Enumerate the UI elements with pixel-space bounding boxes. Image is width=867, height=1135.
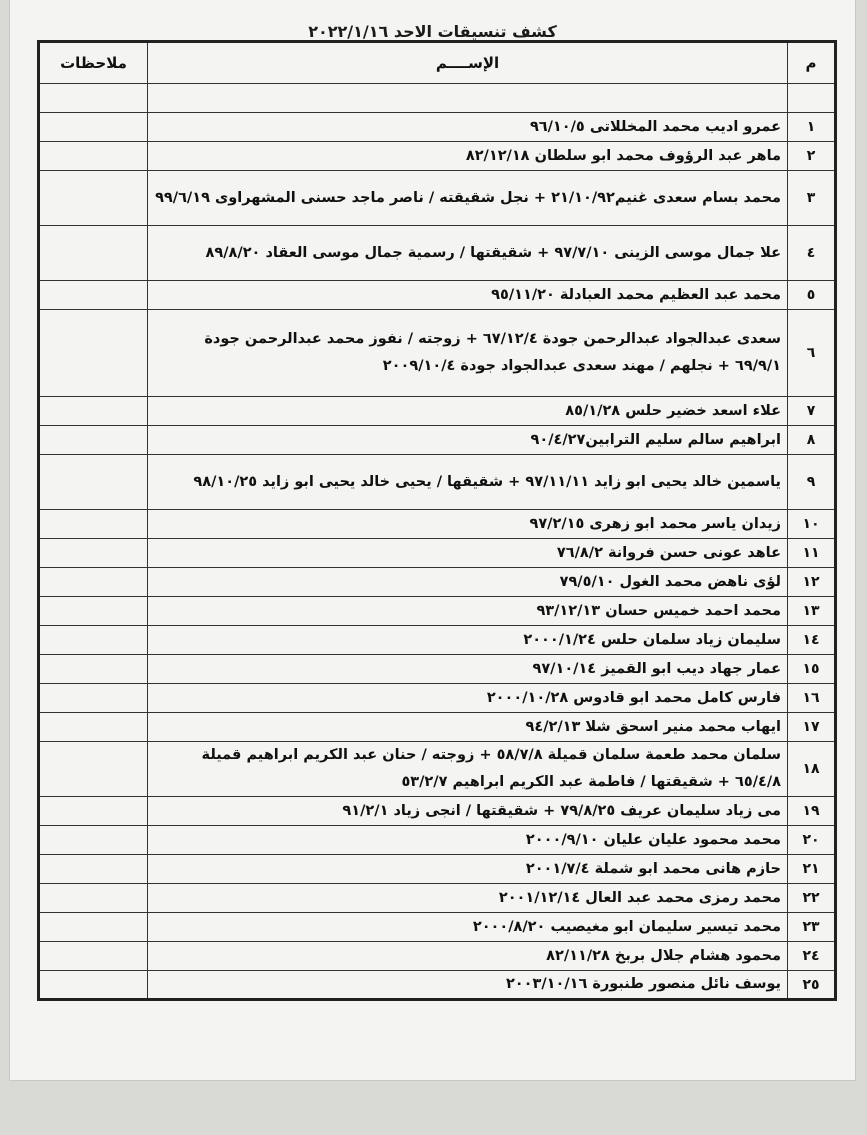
table-row — [39, 884, 836, 913]
row-name: عمرو اديب محمد المخللاتى ٩٦/١٠/٥ — [148, 113, 788, 142]
row-number: ١ — [788, 113, 836, 142]
row-number: ١٢ — [788, 568, 836, 597]
row-number: ١٠ — [788, 510, 836, 539]
table-row — [39, 971, 836, 1000]
row-notes — [39, 171, 148, 226]
row-notes — [39, 942, 148, 971]
row-notes — [39, 310, 148, 397]
row-notes — [39, 655, 148, 684]
row-name: ابراهيم سالم سليم الترابين٩٠/٤/٢٧ — [148, 426, 788, 455]
empty-cell — [148, 84, 788, 113]
row-number: ١٨ — [788, 742, 836, 797]
row-number: ١٩ — [788, 797, 836, 826]
row-notes — [39, 626, 148, 655]
empty-cell — [788, 84, 836, 113]
row-name: لؤى ناهض محمد الغول ٧٩/٥/١٠ — [148, 568, 788, 597]
row-name: محمد رمزى محمد عبد العال ٢٠٠١/١٢/١٤ — [148, 884, 788, 913]
table-row — [39, 713, 836, 742]
table-row — [39, 855, 836, 884]
table-body — [39, 84, 836, 1000]
table-row — [39, 226, 836, 281]
row-number: ١٤ — [788, 626, 836, 655]
row-number: ٢٣ — [788, 913, 836, 942]
table-row — [39, 113, 836, 142]
row-notes — [39, 797, 148, 826]
row-name: محمد عبد العظيم محمد العبادلة ٩٥/١١/٢٠ — [148, 281, 788, 310]
row-number: ٦ — [788, 310, 836, 397]
row-name: يوسف نائل منصور طنبورة ٢٠٠٣/١٠/١٦ — [148, 971, 788, 1000]
empty-cell — [39, 84, 148, 113]
table-row — [39, 310, 836, 397]
header-row — [39, 42, 836, 84]
row-notes — [39, 226, 148, 281]
row-name: علا جمال موسى الزينى ٩٧/٧/١٠ + شقيقتها / رسمية جمال موسى العقاد ٨٩/٨/٢٠ — [148, 226, 788, 281]
row-notes — [39, 597, 148, 626]
row-name: زيدان ياسر محمد ابو زهرى ٩٧/٢/١٥ — [148, 510, 788, 539]
row-name: محمد تيسير سليمان ابو مغيصيب ٢٠٠٠/٨/٢٠ — [148, 913, 788, 942]
row-name: محمد محمود عليان عليان ٢٠٠٠/٩/١٠ — [148, 826, 788, 855]
row-notes — [39, 742, 148, 797]
row-name: علاء اسعد خضير حلس ٨٥/١/٢٨ — [148, 397, 788, 426]
table-row — [39, 626, 836, 655]
table-row — [39, 913, 836, 942]
row-notes — [39, 113, 148, 142]
row-number: ٨ — [788, 426, 836, 455]
table-row — [39, 826, 836, 855]
row-notes — [39, 913, 148, 942]
table-row — [39, 742, 836, 797]
row-notes — [39, 510, 148, 539]
row-number: ٢ — [788, 142, 836, 171]
row-notes — [39, 455, 148, 510]
row-name: ماهر عبد الرؤوف محمد ابو سلطان ٨٢/١٢/١٨ — [148, 142, 788, 171]
table-row — [39, 171, 836, 226]
row-notes — [39, 855, 148, 884]
row-number: ٣ — [788, 171, 836, 226]
row-number: ٩ — [788, 455, 836, 510]
row-number: ٢٢ — [788, 884, 836, 913]
row-number: ١٣ — [788, 597, 836, 626]
table-row — [39, 568, 836, 597]
row-notes — [39, 713, 148, 742]
row-name: محمد احمد خميس حسان ٩٣/١٢/١٣ — [148, 597, 788, 626]
row-number: ١١ — [788, 539, 836, 568]
row-name: ايهاب محمد منير اسحق شلا ٩٤/٢/١٣ — [148, 713, 788, 742]
row-name: سليمان زياد سلمان حلس ٢٠٠٠/١/٢٤ — [148, 626, 788, 655]
row-notes — [39, 884, 148, 913]
row-name: سعدى عبدالجواد عبدالرحمن جودة ٦٧/١٢/٤ + زوجته / نفوز محمد عبدالرحمن جودة ٦٩/٩/١ + نجلهم / مهند سعدى عبدالجواد جودة ٢٠٠٩/١٠/٤ — [148, 310, 788, 397]
row-notes — [39, 568, 148, 597]
table-row — [39, 655, 836, 684]
table-row — [39, 455, 836, 510]
row-notes — [39, 826, 148, 855]
row-number: ١٦ — [788, 684, 836, 713]
row-name: سلمان محمد طعمة سلمان قميلة ٥٨/٧/٨ + زوجته / حنان عبد الكريم ابراهيم قميلة ٦٥/٤/٨ + شقيقتها / فاطمة عبد الكريم ابراهيم ٥٣/٢/٧ — [148, 742, 788, 797]
table-row — [39, 281, 836, 310]
row-number: ٤ — [788, 226, 836, 281]
table-row — [39, 942, 836, 971]
row-notes — [39, 426, 148, 455]
row-name: مى زياد سليمان عريف ٧٩/٨/٢٥ + شقيقتها / انجى زياد ٩١/٢/١ — [148, 797, 788, 826]
row-number: ٥ — [788, 281, 836, 310]
row-name: عاهد عونى حسن فروانة ٧٦/٨/٢ — [148, 539, 788, 568]
table-row — [39, 797, 836, 826]
header-name: الإســــم — [148, 42, 788, 84]
names-table — [37, 40, 837, 1001]
row-name: حازم هانى محمد ابو شملة ٢٠٠١/٧/٤ — [148, 855, 788, 884]
row-number: ٢١ — [788, 855, 836, 884]
table-row — [39, 397, 836, 426]
header-number: م — [788, 42, 836, 84]
row-name: ياسمين خالد يحيى ابو زايد ٩٧/١١/١١ + شقيقها / يحيى خالد يحيى ابو زايد ٩٨/١٠/٢٥ — [148, 455, 788, 510]
row-name: عمار جهاد ديب ابو القميز ٩٧/١٠/١٤ — [148, 655, 788, 684]
row-notes — [39, 142, 148, 171]
table-row — [39, 142, 836, 171]
header-notes: ملاحظات — [39, 42, 148, 84]
row-number: ١٥ — [788, 655, 836, 684]
row-notes — [39, 684, 148, 713]
table-row — [39, 597, 836, 626]
document-title: كشف تنسيقات الاحد ٢٠٢٢/١/١٦ — [308, 22, 557, 41]
table-row — [39, 510, 836, 539]
table-row — [39, 684, 836, 713]
row-number: ٧ — [788, 397, 836, 426]
row-name: فارس كامل محمد ابو قادوس ٢٠٠٠/١٠/٢٨ — [148, 684, 788, 713]
table-row — [39, 426, 836, 455]
row-notes — [39, 397, 148, 426]
row-notes — [39, 281, 148, 310]
row-number: ٢٠ — [788, 826, 836, 855]
row-number: ١٧ — [788, 713, 836, 742]
row-name: محمود هشام جلال بربخ ٨٢/١١/٢٨ — [148, 942, 788, 971]
row-notes — [39, 971, 148, 1000]
row-name: محمد بسام سعدى غنيم٢١/١٠/٩٢ + نجل شقيقته / ناصر ماجد حسنى المشهراوى ٩٩/٦/١٩ — [148, 171, 788, 226]
row-number: ٢٤ — [788, 942, 836, 971]
empty-row — [39, 84, 836, 113]
table-row — [39, 539, 836, 568]
row-notes — [39, 539, 148, 568]
row-number: ٢٥ — [788, 971, 836, 1000]
